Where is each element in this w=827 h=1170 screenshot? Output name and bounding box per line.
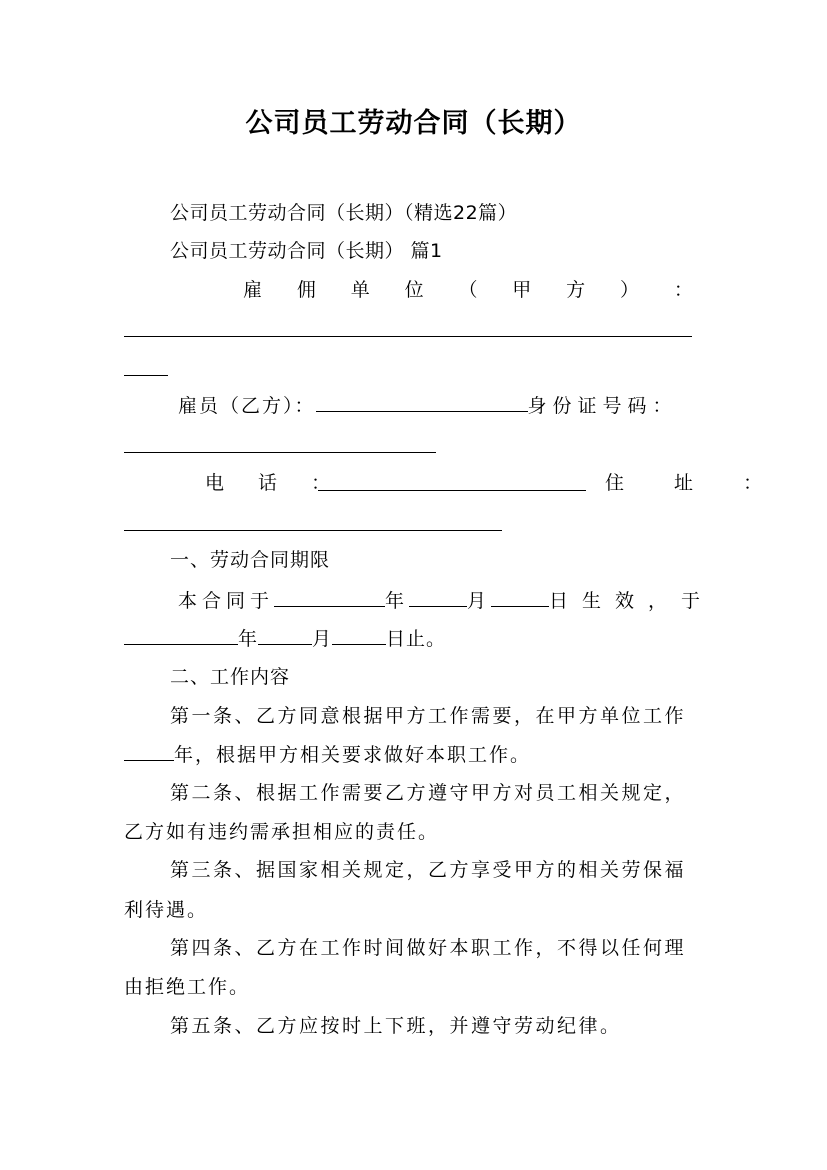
article-4-line-2: 由拒绝工作。 xyxy=(124,976,251,998)
article-1-line-1: 第一条、乙方同意根据甲方工作需要，在甲方单位工作 xyxy=(170,705,687,727)
article-2-line-2: 乙方如有违约需承担相应的责任。 xyxy=(124,821,440,843)
address-blank xyxy=(124,530,502,531)
section-heading-work: 二、工作内容 xyxy=(170,666,291,688)
end-month-blank xyxy=(258,626,312,645)
document-subtitle: 公司员工劳动合同（长期）（精选22篇） xyxy=(170,202,518,224)
employee-name-blank xyxy=(316,393,528,412)
end-day-blank xyxy=(332,626,386,645)
work-years-blank xyxy=(124,742,174,761)
employer-char: 佣 xyxy=(296,279,316,301)
employer-blank-line xyxy=(124,336,692,337)
article-5-line-1: 第五条、乙方应按时上下班，并遵守劳动纪律。 xyxy=(170,1015,622,1037)
employee-label: 雇员（乙方）： xyxy=(178,395,316,417)
month-text: 月 xyxy=(467,590,492,612)
start-day-blank xyxy=(491,588,549,607)
phone-label: 电 话 ： xyxy=(205,472,345,494)
phone-blank xyxy=(318,490,586,491)
term-prefix: 本合同于 xyxy=(178,590,275,612)
employer-label xyxy=(243,278,693,302)
employer-char: 位 xyxy=(404,279,424,301)
employer-char: 甲 xyxy=(512,279,532,301)
article-heading: 公司员工劳动合同（长期） 篇1 xyxy=(170,240,443,262)
month-text: 月 xyxy=(312,628,333,650)
employee-row xyxy=(178,393,678,418)
year-text: 年 xyxy=(385,590,410,612)
article-3-line-1: 第三条、据国家相关规定，乙方享受甲方的相关劳保福 xyxy=(170,859,687,881)
id-number-blank xyxy=(124,452,436,453)
start-year-blank xyxy=(274,588,385,607)
employer-char: ： xyxy=(673,279,693,301)
end-text: 日止。 xyxy=(386,628,447,650)
start-month-blank xyxy=(409,588,467,607)
id-number-label: 身份证号码： xyxy=(527,395,678,417)
section-heading-term: 一、劳动合同期限 xyxy=(170,549,331,571)
employer-char: （ xyxy=(458,279,478,301)
employer-char: ） xyxy=(620,279,640,301)
page-title: 公司员工劳动合同（长期） xyxy=(245,108,582,139)
end-year-blank xyxy=(124,626,238,645)
article-2-line-1: 第二条、根据工作需要乙方遵守甲方对员工相关规定， xyxy=(170,782,687,804)
article-1-text: 年，根据甲方相关要求做好本职工作。 xyxy=(174,744,532,766)
effective-text: 日生效，于 xyxy=(549,590,715,612)
employer-blank-line-end xyxy=(124,375,168,376)
article-4-line-1: 第四条、乙方在工作时间做好本职工作，不得以任何理 xyxy=(170,937,687,959)
employer-char: 方 xyxy=(566,279,586,301)
term-end-row xyxy=(124,626,446,651)
address-label: 住 址 ： xyxy=(605,472,785,494)
term-start-row xyxy=(178,588,714,613)
article-3-line-2: 利待遇。 xyxy=(124,899,209,921)
year-text: 年 xyxy=(238,628,259,650)
employer-char: 雇 xyxy=(243,279,263,301)
article-1-line-2 xyxy=(124,742,531,767)
employer-char: 单 xyxy=(350,279,370,301)
